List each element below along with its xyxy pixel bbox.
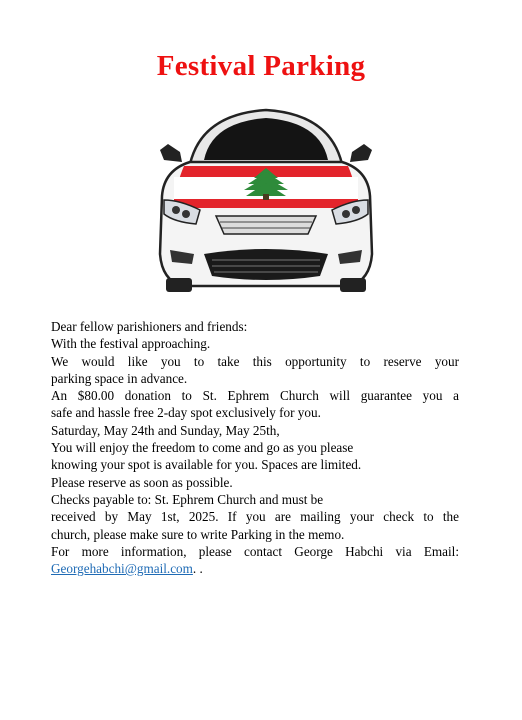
letter-line: safe and hassle free 2-day spot exclusively for you. xyxy=(51,405,321,421)
letter-line: An $80.00 donation to St. Ephrem Church will guarantee you a xyxy=(51,388,459,404)
email-link[interactable]: Georgehabchi@gmail.com xyxy=(51,561,193,577)
letter-line: You will enjoy the freedom to come and go as you please xyxy=(51,440,354,456)
letter-line: For more information, please contact George Habchi via Email: xyxy=(51,543,459,559)
letter-line: Checks payable to: St. Ephrem Church and must be xyxy=(51,491,324,507)
letter-body xyxy=(51,318,459,577)
letter-line: Please reserve as soon as possible. xyxy=(51,474,233,490)
page-title: Festival Parking xyxy=(156,50,366,82)
email-line xyxy=(51,560,459,577)
letter-line: With the festival approaching. xyxy=(51,336,211,352)
letter-line: parking space in advance. xyxy=(51,370,188,386)
letter-line: Saturday, May 24th and Sunday, May 25th, xyxy=(51,422,280,438)
email-suffix: . . xyxy=(192,561,203,577)
letter-line: knowing your spot is available for you. Spaces are limited. xyxy=(51,457,362,473)
letter-line: We would like you to take this opportunity to reserve your xyxy=(51,353,459,369)
car-flag-image xyxy=(150,104,382,296)
letter-line: church, please make sure to write Parking in the memo. xyxy=(51,526,345,542)
letter-line: received by May 1st, 2025. If you are mailing your check to the xyxy=(51,509,459,525)
letter-greeting: Dear fellow parishioners and friends: xyxy=(51,319,248,334)
